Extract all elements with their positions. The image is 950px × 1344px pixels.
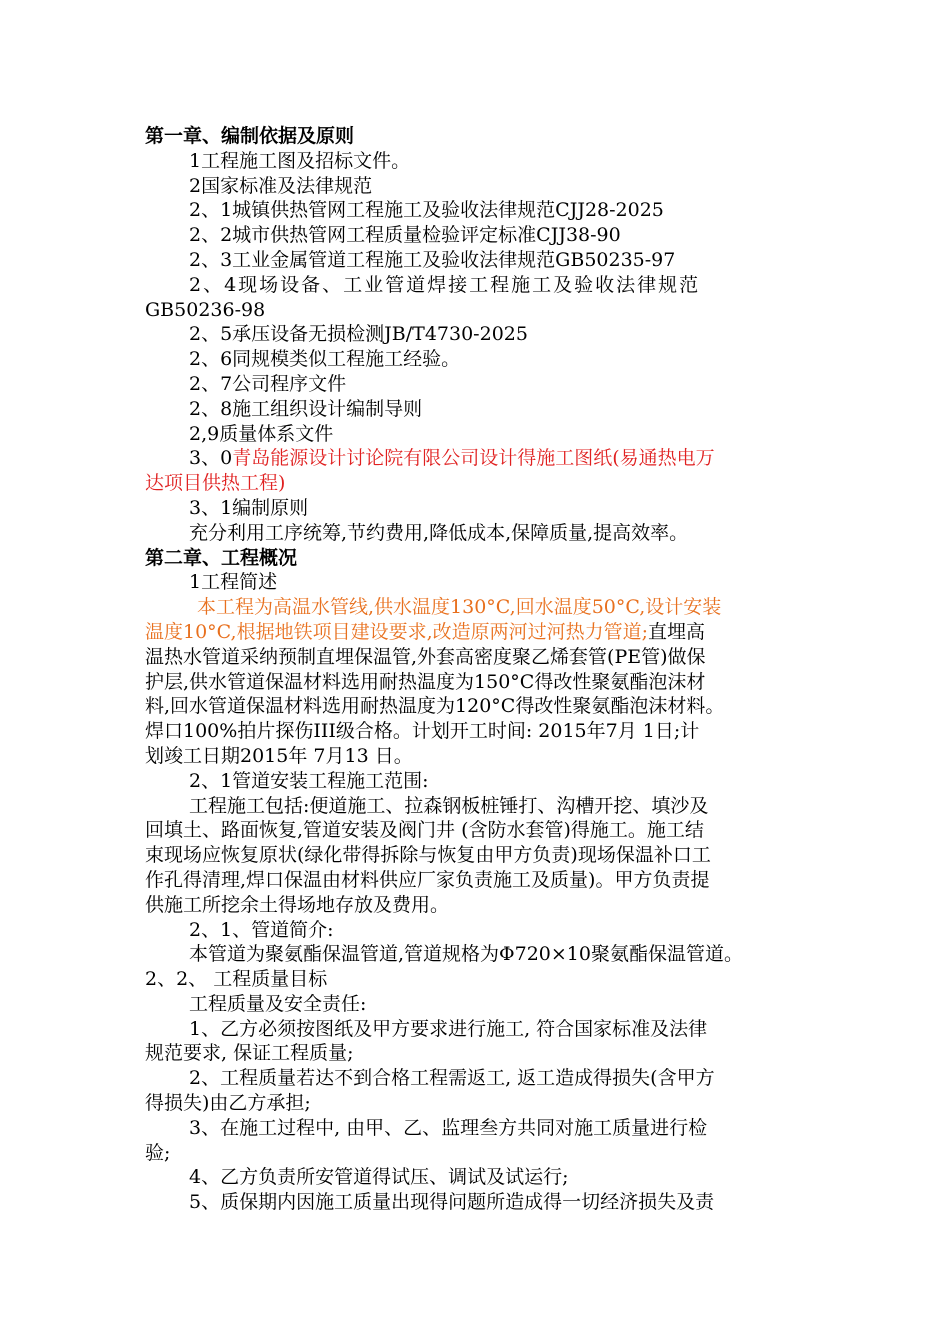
quality-item	[145, 1066, 810, 1116]
paragraph-line: 5、质保期内因施工质量出现得问题所造成得一切经济损失及责	[189, 1191, 715, 1214]
paragraph-line: 1、乙方必须按图纸及甲方要求进行施工, 符合国家标准及法律	[189, 1017, 708, 1040]
list-item-line: GB50236-98	[145, 298, 266, 321]
paragraph-line: 护层,供水管道保温材料选用耐热温度为150°C得改性聚氨酯泡沫材	[145, 670, 706, 693]
list-item-3-0	[145, 446, 810, 496]
paragraph-line: 焊口100%拍片探伤III级合格。计划开工时间: 2015年7月 1日;计	[145, 720, 700, 743]
list-item: 2、6同规模类似工程施工经验。	[189, 348, 461, 371]
list-item-line	[145, 446, 810, 471]
paragraph-line: 2、工程质量若达不到合格工程需返工, 返工造成得损失(含甲方	[189, 1067, 715, 1090]
paragraph-line: 供施工所挖余土得场地存放及费用。	[145, 893, 450, 916]
paragraph-line: 束现场应恢复原状(绿化带得拆除与恢复由甲方负责)现场保温补口工	[145, 844, 711, 867]
item-prefix: 3、0	[189, 447, 233, 470]
paragraph-line: 料,回水管道保温材料选用耐热温度为120°C得改性聚氨酯泡沫材料。	[145, 695, 725, 718]
highlighted-text: 达项目供热工程)	[145, 472, 286, 495]
list-item: 2、2城市供热管网工程质量检验评定标准CJJ38-90	[189, 224, 621, 247]
list-item: 2、2、 工程质量目标	[145, 968, 328, 991]
paragraph: 工程质量及安全责任:	[189, 992, 367, 1015]
list-item: 2、8施工组织设计编制导则	[189, 397, 423, 420]
list-item: 1工程简述	[189, 571, 278, 594]
paragraph-line: 验;	[145, 1141, 171, 1164]
list-item: 1工程施工图及招标文件。	[189, 149, 411, 172]
paragraph-line: 规范要求, 保证工程质量;	[145, 1042, 354, 1065]
paragraph: 充分利用工序统筹,节约费用,降低成本,保障质量,提高效率。	[189, 521, 689, 544]
list-item: 3、1编制原则	[189, 496, 309, 519]
paragraph: 本管道为聚氨酯保温管道,管道规格为Φ720×10聚氨酯保温管道。	[189, 943, 743, 966]
quality-item	[145, 1190, 810, 1215]
list-item: 2、1管道安装工程施工范围:	[189, 769, 429, 792]
highlighted-text: 青岛能源设计讨论院有限公司设计得施工图纸(易通热电万	[232, 447, 715, 470]
paragraph-line: 回填土、路面恢复,管道安装及阀门井 (含防水套管)得施工。施工结	[145, 819, 704, 842]
list-item-2-4	[145, 273, 810, 323]
paragraph-line: 得损失)由乙方承担;	[145, 1092, 311, 1115]
list-item: 2国家标准及法律规范	[189, 174, 373, 197]
paragraph-line: 工程施工包括:便道施工、拉森钢板桩锤打、沟槽开挖、填沙及	[189, 794, 709, 817]
list-item: 2,9质量体系文件	[189, 422, 334, 445]
quality-item	[145, 1165, 810, 1190]
highlighted-text: 本工程为高温水管线,供水温度130°C,回水温度50°C,设计安装	[197, 596, 722, 619]
chapter1-title: 第一章、编制依据及原则	[145, 125, 355, 147]
paragraph-line: 4、乙方负责所安管道得试压、调试及试运行;	[189, 1166, 569, 1189]
list-item: 2、1、管道简介:	[189, 918, 334, 941]
paragraph-line: 作孔得清理,焊口保温由材料供应厂家负责施工及质量)。甲方负责提	[145, 868, 710, 891]
scope-paragraph	[145, 794, 810, 918]
chapter2-title: 第二章、工程概况	[145, 546, 298, 569]
paragraph-line: 划竣工日期2015年 7月13 日。	[145, 744, 413, 767]
quality-item	[145, 1017, 810, 1067]
paragraph-line: 温热水管道采纳预制直埋保温管,外套高密度聚乙烯套管(PE管)做保	[145, 645, 706, 668]
list-item: 2、7公司程序文件	[189, 372, 347, 395]
paragraph-line: 3、在施工过程中, 由甲、乙、监理叁方共同对施工质量进行检	[189, 1116, 708, 1139]
list-item: 2、5承压设备无损检测JB/T4730-2025	[189, 323, 528, 346]
paragraph-text: 直埋高	[648, 620, 706, 643]
list-item: 2、3工业金属管道工程施工及验收法律规范GB50235-97	[189, 248, 676, 271]
document-page	[145, 124, 810, 1215]
list-item: 2、1城镇供热管网工程施工及验收法律规范CJJ28-2025	[189, 199, 664, 222]
list-item-line: 2、4现场设备、工业管道焊接工程施工及验收法律规范	[189, 273, 701, 296]
paragraph-line	[145, 620, 810, 645]
quality-item	[145, 1116, 810, 1166]
overview-paragraph	[145, 595, 810, 769]
highlighted-text: 温度10°C,根据地铁项目建设要求,改造原两河过河热力管道;	[145, 620, 649, 643]
